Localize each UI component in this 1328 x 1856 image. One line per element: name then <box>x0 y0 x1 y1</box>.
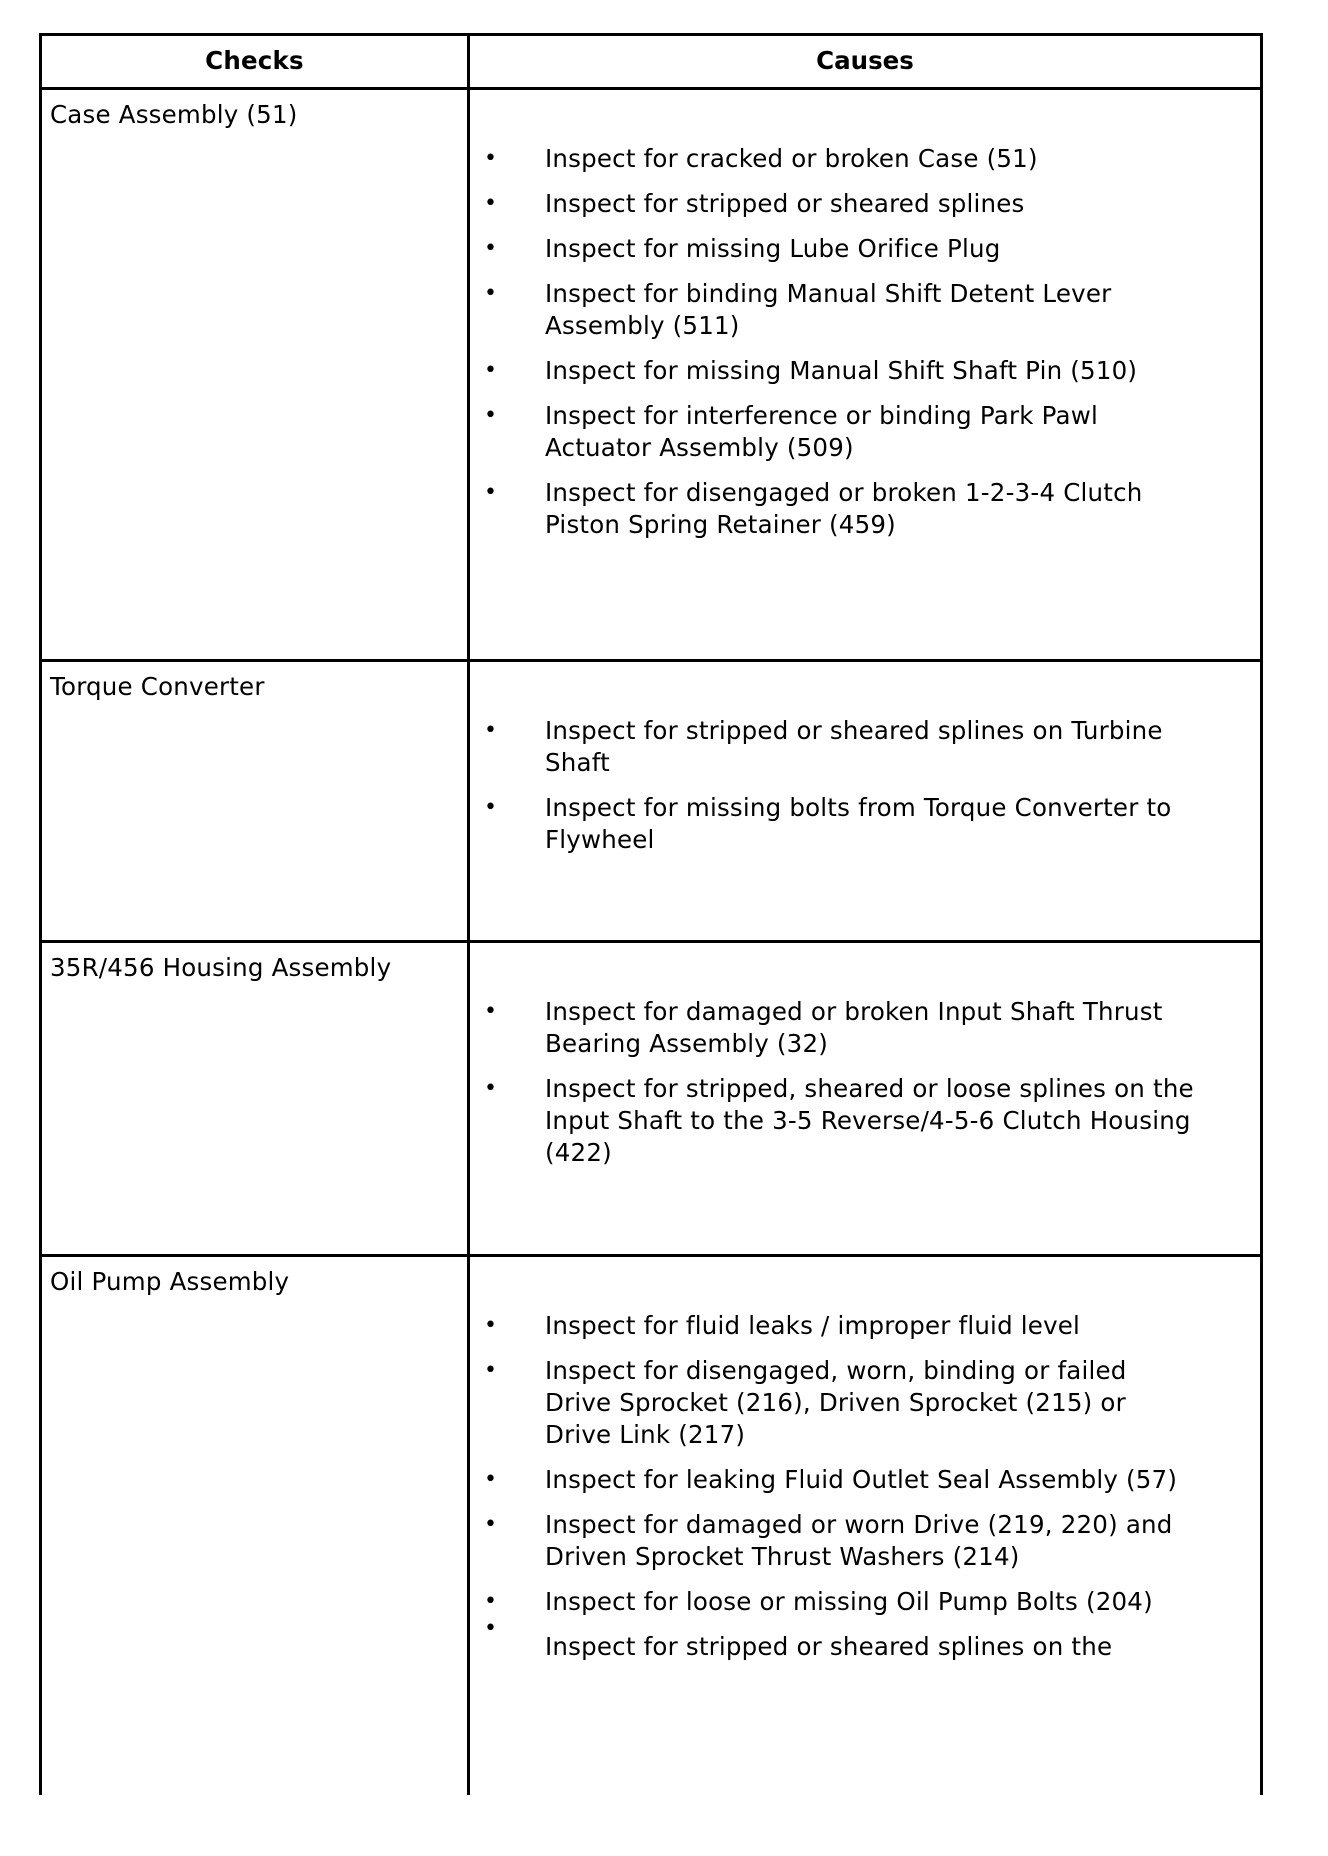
cause-text: Inspect for fluid leaks / improper fluid level <box>545 1311 1081 1340</box>
header-checks: Checks <box>42 36 470 87</box>
cause-item <box>470 1586 1200 1618</box>
cause-text: Inspect for missing Lube Orifice Plug <box>545 234 1001 263</box>
check-cell: Oil Pump Assembly <box>42 1257 470 1795</box>
causes-cell <box>470 943 1260 1254</box>
table-header-row <box>42 36 1260 90</box>
cause-item <box>470 355 1200 387</box>
bullet-icon: • <box>484 480 498 505</box>
cause-text: Inspect for missing bolts from Torque Converter to Flywheel <box>545 793 1172 854</box>
causes-list <box>470 1310 1200 1663</box>
bullet-icon: • <box>484 718 498 743</box>
cause-text: Inspect for interference or binding Park Pawl Actuator Assembly (509) <box>545 401 1098 462</box>
cause-item <box>470 1073 1200 1169</box>
bullet-icon: • <box>484 1589 498 1614</box>
cause-item <box>470 1355 1200 1451</box>
bullet-icon: • <box>484 191 498 216</box>
cause-item <box>470 278 1200 342</box>
table-row <box>42 90 1260 662</box>
bullet-icon: • <box>484 795 498 820</box>
cause-text: Inspect for stripped or sheared splines <box>545 189 1025 218</box>
bullet-icon: • <box>484 358 498 383</box>
bullet-icon: • <box>484 1512 498 1537</box>
table-row <box>42 943 1260 1257</box>
causes-cell <box>470 1257 1260 1795</box>
bullet-icon: • <box>484 236 498 261</box>
table-row <box>42 1257 1260 1795</box>
cause-text: Inspect for stripped or sheared splines on Turbine Shaft <box>545 716 1163 777</box>
cause-item <box>470 477 1200 541</box>
bullet-icon: • <box>484 281 498 306</box>
bullet-icon: • <box>484 1313 498 1338</box>
cause-text: Inspect for stripped or sheared splines on the <box>545 1632 1113 1661</box>
cause-text: Inspect for damaged or worn Drive (219, 220) and Driven Sprocket Thrust Washers (214) <box>545 1510 1173 1571</box>
check-cell: 35R/456 Housing Assembly <box>42 943 470 1254</box>
cause-item <box>470 1616 1200 1663</box>
bullet-icon: • <box>484 403 498 428</box>
cause-item <box>470 400 1200 464</box>
cause-text: Inspect for loose or missing Oil Pump Bolts (204) <box>545 1587 1153 1616</box>
bullet-icon: • <box>484 999 498 1024</box>
cause-item <box>470 143 1200 175</box>
cause-text: Inspect for disengaged or broken 1-2-3-4 Clutch Piston Spring Retainer (459) <box>545 478 1143 539</box>
cause-item <box>470 1310 1200 1342</box>
cause-item <box>470 1509 1200 1573</box>
causes-cell <box>470 90 1260 659</box>
cause-text: Inspect for binding Manual Shift Detent Lever Assembly (511) <box>545 279 1112 340</box>
cause-text: Inspect for leaking Fluid Outlet Seal Assembly (57) <box>545 1465 1178 1494</box>
causes-cell <box>470 662 1260 940</box>
cause-text: Inspect for damaged or broken Input Shaft Thrust Bearing Assembly (32) <box>545 997 1163 1058</box>
cause-text: Inspect for stripped, sheared or loose splines on the Input Shaft to the 3-5 Reverse/4-5-6 Clutch Housing (422) <box>545 1074 1194 1167</box>
checks-causes-table <box>39 33 1263 1795</box>
cause-item <box>470 996 1200 1060</box>
cause-item <box>470 792 1200 856</box>
header-causes: Causes <box>816 46 914 75</box>
cause-item <box>470 233 1200 265</box>
check-cell: Torque Converter <box>42 662 470 940</box>
cause-text: Inspect for cracked or broken Case (51) <box>545 144 1038 173</box>
bullet-icon: • <box>484 1616 498 1641</box>
bullet-icon: • <box>484 1358 498 1383</box>
causes-list <box>470 996 1200 1169</box>
causes-list <box>470 143 1200 541</box>
bullet-icon: • <box>484 146 498 171</box>
check-cell: Case Assembly (51) <box>42 90 470 659</box>
bullet-icon: • <box>484 1076 498 1101</box>
cause-item <box>470 715 1200 779</box>
cause-item <box>470 188 1200 220</box>
cause-text: Inspect for missing Manual Shift Shaft Pin (510) <box>545 356 1138 385</box>
cause-text: Inspect for disengaged, worn, binding or failed Drive Sprocket (216), Driven Sprocket (215) or Drive Link (217) <box>545 1356 1127 1449</box>
table-row <box>42 662 1260 943</box>
causes-list <box>470 715 1200 856</box>
cause-item <box>470 1464 1200 1496</box>
bullet-icon: • <box>484 1467 498 1492</box>
